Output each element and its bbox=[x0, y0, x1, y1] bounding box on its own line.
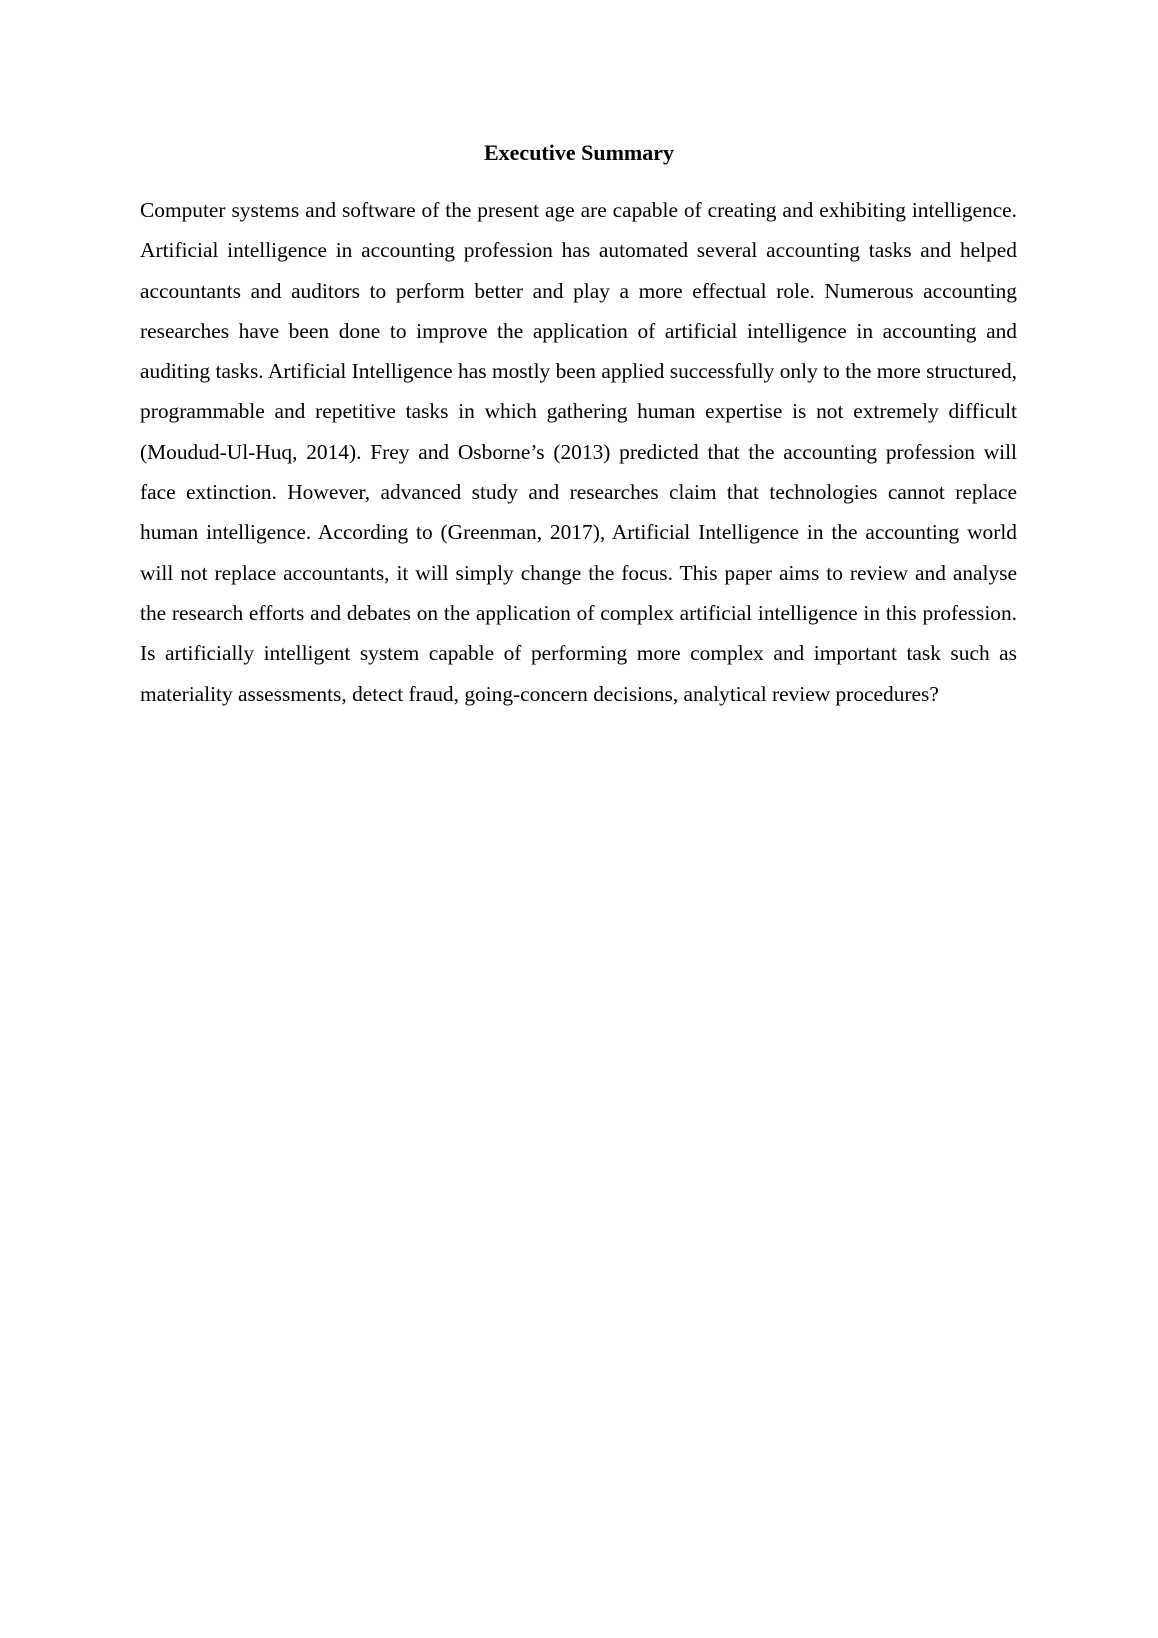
summary-paragraph: Computer systems and software of the present age are capable of creating and exhibiting intelligence. Artificial intelligence in accounting profession has automated several accounting tasks and helped accountants and auditors to perform better and play a more effectual role. Numerous accounting researches have been done to improve the application of artificial intelligence in accounting and auditing tasks. Artificial Intelligence has mostly been applied successfully only to the more structured, programmable and repetitive tasks in which gathering human expertise is not extremely difficult (Moudud-Ul-Huq, 2014). Frey and Osborne’s (2013) predicted that the accounting profession will face extinction. However, advanced study and researches claim that technologies cannot replace human intelligence. According to (Greenman, 2017), Artificial Intelligence in the accounting world will not replace accountants, it will simply change the focus. This paper aims to review and analyse the research efforts and debates on the application of complex artificial intelligence in this profession. Is artificially intelligent system capable of performing more complex and important task such as materiality assessments, detect fraud, going-concern decisions, analytical review procedures? bbox=[140, 198, 1017, 706]
section-title: Executive Summary bbox=[483, 140, 675, 165]
